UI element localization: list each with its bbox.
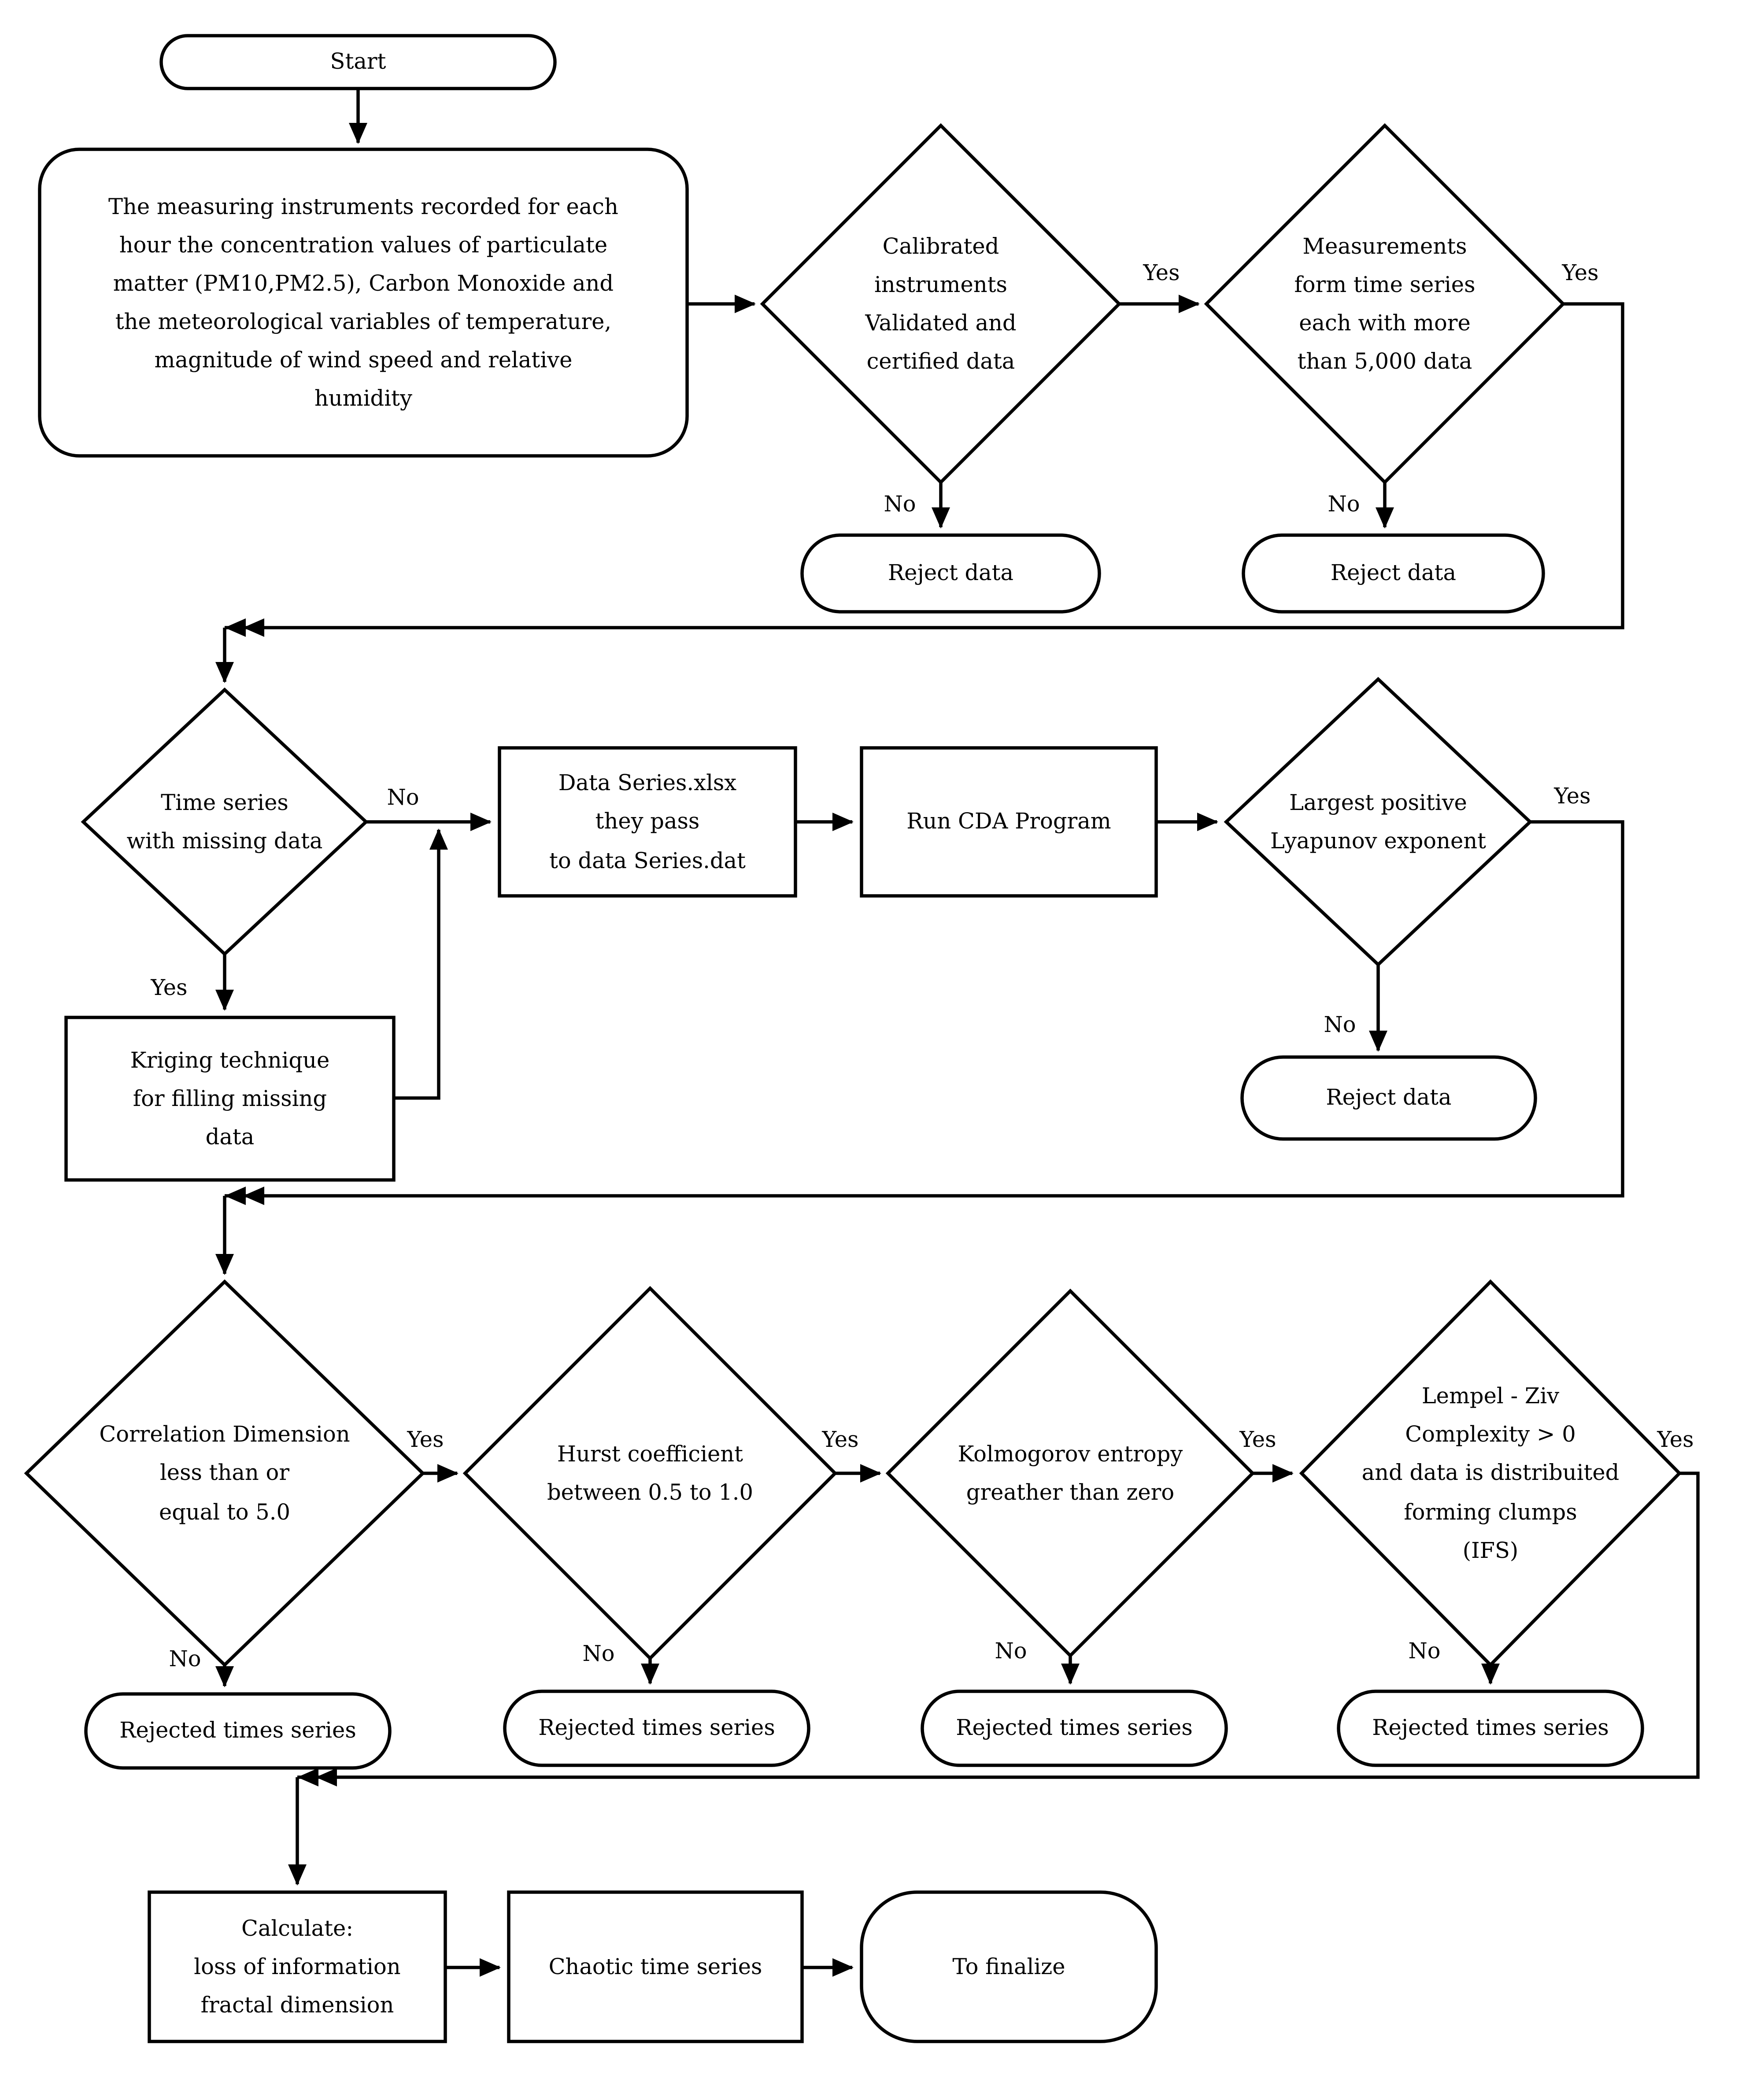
rejected-series-4-node: Rejected times series (1372, 1716, 1609, 1741)
edge-label-yes-measurements: Yes (1562, 259, 1599, 285)
edge-label-no-lempel: No (1408, 1638, 1441, 1663)
reject-data-1-node: Reject data (888, 561, 1014, 586)
edge-label-no-lyapunov: No (1324, 1011, 1356, 1037)
edge-label-no-measurements: No (1328, 491, 1360, 516)
hurst-node: Hurst coefficient between 0.5 to 1.0 (547, 1441, 754, 1505)
edge-label-yes-hurst: Yes (822, 1426, 859, 1452)
data-series-node: Data Series.xlsx they pass to data Series.dat (549, 771, 746, 873)
edge-label-yes-kolmogorov: Yes (1239, 1426, 1276, 1452)
edge-label-yes-lyapunov: Yes (1554, 783, 1591, 808)
run-cda-node: Run CDA Program (906, 809, 1111, 835)
rejected-series-2-node: Rejected times series (538, 1716, 775, 1741)
kriging-node: Kriging technique for filling missing data (130, 1047, 330, 1150)
edge-label-no-hurst: No (582, 1640, 615, 1666)
lyapunov-node: Largest positive Lyapunov exponent (1270, 790, 1487, 854)
calibrated-instruments-node: Calibrated instruments Validated and certified data (865, 233, 1017, 374)
measurements-node: Measurements form time series each with more than 5,000 data (1294, 233, 1476, 374)
edge-label-yes-calibrated: Yes (1143, 259, 1180, 285)
lempel-ziv-node: Lempel - Ziv Complexity > 0 and data is distribuited forming clumps (IFS) (1361, 1384, 1620, 1563)
edge-label-no-missing: No (387, 784, 419, 810)
edge-label-yes-correlation: Yes (407, 1426, 444, 1452)
rejected-series-3-node: Rejected times series (956, 1716, 1193, 1741)
edge-label-no-kolmogorov: No (995, 1638, 1027, 1663)
reject-data-3-node: Reject data (1326, 1085, 1452, 1111)
chaotic-node: Chaotic time series (548, 1954, 762, 1979)
finalize-node: To finalize (952, 1954, 1065, 1979)
edge-label-yes-lempel: Yes (1657, 1426, 1694, 1452)
kolmogorov-node: Kolmogorov entropy greather than zero (958, 1441, 1183, 1505)
edge-label-no-calibrated: No (884, 491, 916, 516)
correlation-dimension-node: Correlation Dimension less than or equal to 5.0 (99, 1422, 350, 1524)
calculate-node: Calculate: loss of information fractal dimension (194, 1916, 401, 2018)
rejected-series-1-node: Rejected times series (119, 1718, 356, 1744)
edge-label-no-correlation: No (169, 1646, 201, 1671)
measuring-instruments-node: The measuring instruments recorded for each hour the concentration values of particulate matter (PM10,PM2.5), Carbon Monoxide and the meteorological variables of temperature, magnitude of wind speed and relative humidity (108, 194, 618, 411)
edge-label-yes-missing: Yes (151, 974, 188, 1000)
start-node: Start (330, 49, 386, 75)
edge-kriging-feedback (394, 830, 439, 1098)
reject-data-2-node: Reject data (1330, 561, 1457, 586)
time-series-missing-node: Time series with missing data (126, 790, 323, 854)
